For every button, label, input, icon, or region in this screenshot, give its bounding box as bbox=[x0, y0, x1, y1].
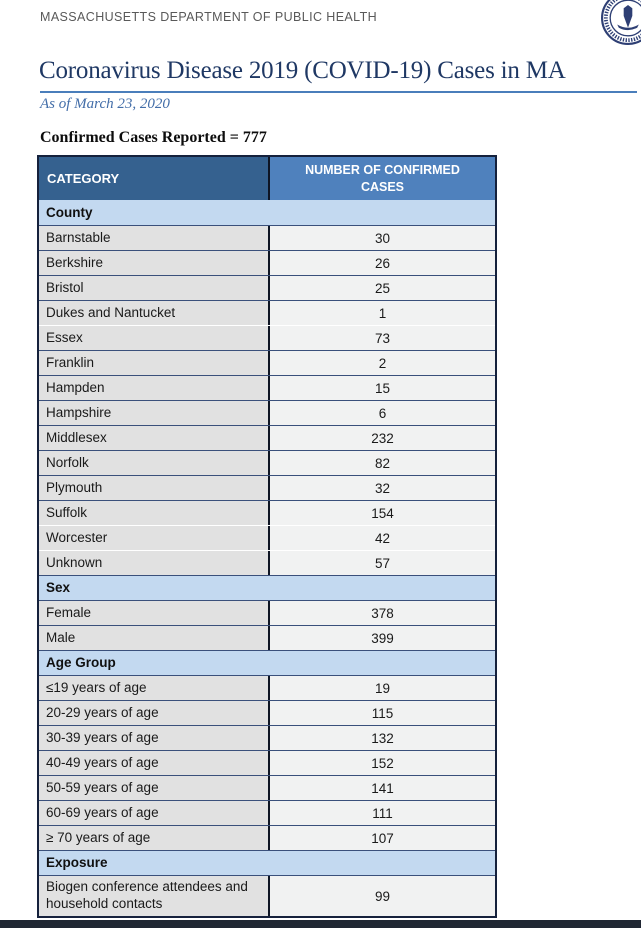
column-header-category: CATEGORY bbox=[39, 157, 270, 200]
category-cell: 50-59 years of age bbox=[39, 776, 270, 800]
category-cell: Female bbox=[39, 601, 270, 625]
table-row bbox=[39, 725, 495, 750]
category-cell: Essex bbox=[39, 326, 270, 350]
section-label: Sex bbox=[46, 580, 71, 595]
table-row bbox=[39, 500, 495, 525]
page-title: Coronavirus Disease 2019 (COVID-19) Cases in MA bbox=[39, 57, 566, 84]
table-row bbox=[39, 275, 495, 300]
category-cell: Unknown bbox=[39, 551, 270, 575]
category-cell: Dukes and Nantucket bbox=[39, 301, 270, 325]
value-cell: 19 bbox=[270, 676, 495, 700]
category-cell: Biogen conference attendees and household contacts bbox=[39, 876, 270, 916]
section-row bbox=[39, 575, 495, 600]
category-cell: Bristol bbox=[39, 276, 270, 300]
title-rule bbox=[40, 91, 637, 93]
value-cell: 111 bbox=[270, 801, 495, 825]
table-row bbox=[39, 700, 495, 725]
category-cell: 30-39 years of age bbox=[39, 726, 270, 750]
value-cell: 141 bbox=[270, 776, 495, 800]
value-cell: 99 bbox=[270, 876, 495, 916]
category-cell: 20-29 years of age bbox=[39, 701, 270, 725]
value-cell: 232 bbox=[270, 426, 495, 450]
category-cell: Norfolk bbox=[39, 451, 270, 475]
value-cell: 1 bbox=[270, 301, 495, 325]
confirmed-cases-summary: Confirmed Cases Reported = 777 bbox=[40, 129, 267, 146]
page-footer-bar bbox=[0, 920, 641, 928]
table-row bbox=[39, 550, 495, 575]
table-row bbox=[39, 300, 495, 325]
category-cell: ≥ 70 years of age bbox=[39, 826, 270, 850]
value-cell: 115 bbox=[270, 701, 495, 725]
value-cell: 32 bbox=[270, 476, 495, 500]
table-row bbox=[39, 375, 495, 400]
table-row bbox=[39, 225, 495, 250]
section-row bbox=[39, 850, 495, 875]
table-row bbox=[39, 450, 495, 475]
table-row bbox=[39, 250, 495, 275]
table-header-row bbox=[39, 157, 495, 200]
table-row bbox=[39, 675, 495, 700]
cases-table bbox=[37, 155, 497, 918]
value-cell: 15 bbox=[270, 376, 495, 400]
section-row bbox=[39, 200, 495, 225]
category-cell: Suffolk bbox=[39, 501, 270, 525]
value-cell: 42 bbox=[270, 526, 495, 550]
value-cell: 152 bbox=[270, 751, 495, 775]
value-cell: 73 bbox=[270, 326, 495, 350]
category-cell: Hampden bbox=[39, 376, 270, 400]
value-cell: 378 bbox=[270, 601, 495, 625]
agency-name: MASSACHUSETTS DEPARTMENT OF PUBLIC HEALTH bbox=[40, 10, 378, 24]
category-cell: Berkshire bbox=[39, 251, 270, 275]
section-label: County bbox=[46, 205, 93, 220]
table-body bbox=[39, 200, 495, 916]
table-row bbox=[39, 750, 495, 775]
category-cell: Plymouth bbox=[39, 476, 270, 500]
table-row bbox=[39, 625, 495, 650]
category-cell: Barnstable bbox=[39, 226, 270, 250]
category-cell: Middlesex bbox=[39, 426, 270, 450]
ma-dph-seal-icon bbox=[601, 0, 641, 45]
category-cell: Worcester bbox=[39, 526, 270, 550]
section-label: Age Group bbox=[46, 655, 116, 670]
value-cell: 30 bbox=[270, 226, 495, 250]
value-cell: 26 bbox=[270, 251, 495, 275]
category-cell: 60-69 years of age bbox=[39, 801, 270, 825]
table-row bbox=[39, 325, 495, 350]
table-row bbox=[39, 400, 495, 425]
value-cell: 25 bbox=[270, 276, 495, 300]
category-cell: Hampshire bbox=[39, 401, 270, 425]
value-cell: 82 bbox=[270, 451, 495, 475]
as-of-date: As of March 23, 2020 bbox=[40, 96, 170, 112]
category-cell: Male bbox=[39, 626, 270, 650]
column-header-confirmed-cases: NUMBER OF CONFIRMED CASES bbox=[270, 157, 495, 200]
value-cell: 2 bbox=[270, 351, 495, 375]
table-row bbox=[39, 775, 495, 800]
value-cell: 57 bbox=[270, 551, 495, 575]
table-row bbox=[39, 600, 495, 625]
section-label: Exposure bbox=[46, 855, 108, 870]
section-row bbox=[39, 650, 495, 675]
value-cell: 6 bbox=[270, 401, 495, 425]
table-row bbox=[39, 350, 495, 375]
category-cell: 40-49 years of age bbox=[39, 751, 270, 775]
value-cell: 132 bbox=[270, 726, 495, 750]
table-row bbox=[39, 425, 495, 450]
value-cell: 399 bbox=[270, 626, 495, 650]
value-cell: 154 bbox=[270, 501, 495, 525]
table-row bbox=[39, 875, 495, 916]
table-row bbox=[39, 825, 495, 850]
table-row bbox=[39, 525, 495, 550]
table-row bbox=[39, 800, 495, 825]
category-cell: ≤19 years of age bbox=[39, 676, 270, 700]
table-row bbox=[39, 475, 495, 500]
category-cell: Franklin bbox=[39, 351, 270, 375]
value-cell: 107 bbox=[270, 826, 495, 850]
